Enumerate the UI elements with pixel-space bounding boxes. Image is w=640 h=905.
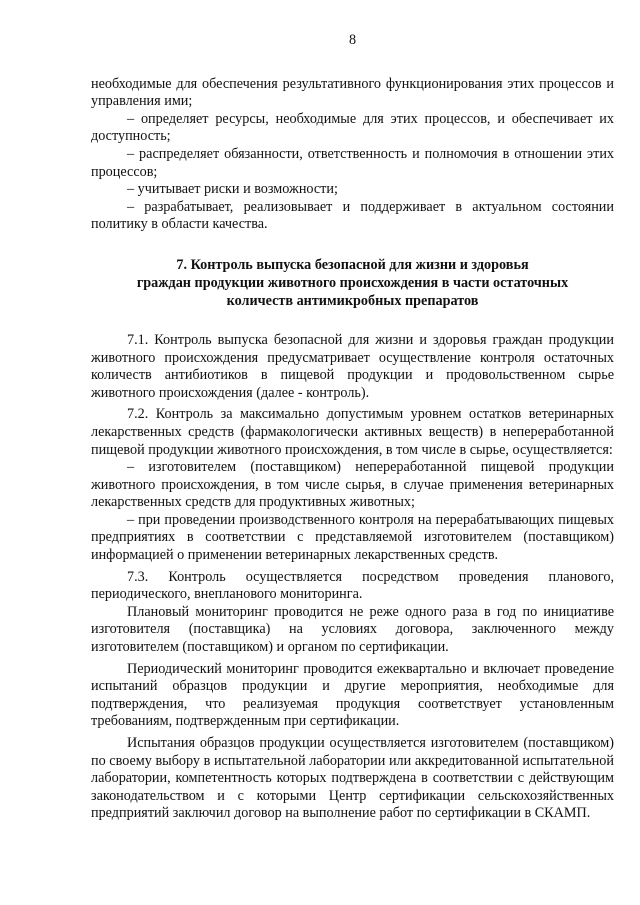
- section-heading: [91, 256, 614, 310]
- clause-7-2: 7.2. Контроль за максимально допустимым уровнем остатков ветеринарных лекарственных средств (фармакологически активных веществ) в непереработанной пищевой продукции животного происхождения, в том числе в сырье, осуществляется:: [91, 406, 614, 458]
- clause-7-2-item-production-control: – при проведении производственного контроля на перерабатывающих пищевых предприятиях в соответствии с представляемой изготовителем (поставщиком) информацией о применении ветеринарных лекарственных средств.: [91, 511, 614, 564]
- intro-paragraph-continuation: необходимые для обеспечения результативного функционирования этих процессов и управления ими;: [91, 75, 614, 110]
- page-number: 8: [348, 32, 357, 48]
- intro-list-item-resources: – определяет ресурсы, необходимые для этих процессов, и обеспечивает их доступность;: [91, 110, 614, 145]
- intro-list-item-quality-policy: – разрабатывает, реализовывает и поддерживает в актуальном состоянии политику в области качества.: [91, 198, 614, 233]
- section-heading-line: граждан продукции животного происхождения в части остаточных: [136, 274, 569, 291]
- section-heading-line: количеств антимикробных препаратов: [226, 292, 479, 309]
- clause-7-2-item-producer: – изготовителем (поставщиком) непереработанной пищевой продукции животного происхождения, в том числе сырья, в случае применения ветеринарных лекарственных средств для продуктивных животных;: [91, 459, 614, 511]
- intro-list-item-risks: – учитывает риски и возможности;: [127, 181, 338, 198]
- clause-7-3: 7.3. Контроль осуществляется посредством проведения планового, периодического, внепланового мониторинга.: [91, 568, 614, 603]
- intro-list-item-responsibilities: – распределяет обязанности, ответственность и полномочия в отношении этих процессов;: [91, 145, 614, 180]
- sample-testing-paragraph: Испытания образцов продукции осуществляется изготовителем (поставщиком) по своему выбору в испытательной лаборатории или аккредитованной испытательной лаборатории, компетентность которых подтверждена в соответствии с действующим законодательством и с которыми Центр сертификации сельскохозяйственных предприятий заключил договор на выполнение работ по сертификации в СКАМП.: [91, 735, 614, 822]
- section-heading-line: 7. Контроль выпуска безопасной для жизни и здоровья: [176, 256, 529, 273]
- periodic-monitoring-paragraph: Периодический мониторинг проводится ежеквартально и включает проведение испытаний образцов продукции и другие мероприятия, необходимые для подтверждения, что реализуемая продукция соответствует установленным требованиям, подтвержденным при сертификации.: [91, 660, 614, 730]
- document-page: [91, 32, 614, 823]
- planned-monitoring-paragraph: Плановый мониторинг проводится не реже одного раза в год по инициативе изготовителя (поставщика) на условиях договора, заключенного между изготовителем (поставщиком) и органом по сертификации.: [91, 603, 614, 656]
- clause-7-1: 7.1. Контроль выпуска безопасной для жизни и здоровья граждан продукции животного происхождения предусматривает осуществление контроля остаточных количеств антибиотиков в пищевой продукции и продовольственном сырье животного происхождения (далее - контроль).: [91, 331, 614, 401]
